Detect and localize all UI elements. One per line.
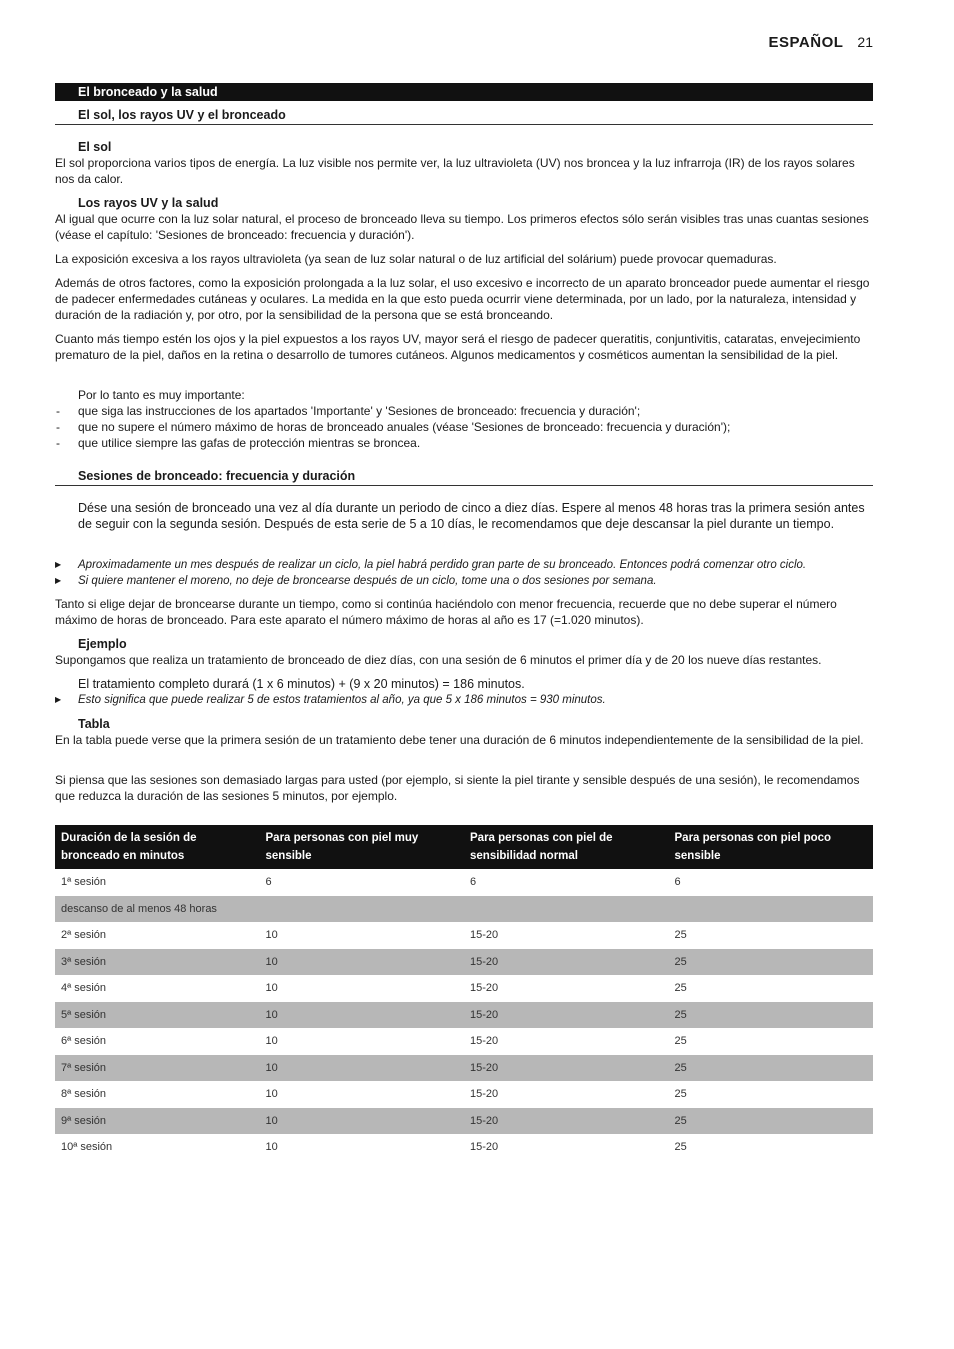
table-cell: 25 (674, 929, 687, 942)
table-cell: 7ª sesión (55, 1055, 260, 1082)
example-tip: Esto significa que puede realizar 5 de estos tratamientos al año, ya que 5 x 186 minutos = 930 minutos. (78, 694, 606, 706)
table-cell: 10 (260, 949, 465, 976)
important-list (55, 387, 873, 451)
tip-text: Si quiere mantener el moreno, no deje de broncearse después de un ciclo, tome una o dos sesiones por semana. (78, 575, 657, 587)
sun-block (55, 139, 873, 187)
table-cell: 15-20 (464, 1108, 669, 1135)
subsection-title-sun: El sol, los rayos UV y el bronceado (55, 108, 873, 125)
table-paragraph-2: Si piensa que las sesiones son demasiado largas para usted (por ejemplo, si siente la piel tirante y sensible después de una sesión), le recomendamos que reduzca la duración de las sesiones 5 minutos, por ejemplo. (55, 773, 860, 803)
example-heading: Ejemplo (78, 637, 127, 651)
table-cell: 1ª sesión (61, 876, 107, 889)
table-cell: 2ª sesión (61, 929, 107, 942)
table-cell: 10 (260, 1108, 465, 1135)
table-cell: 3ª sesión (55, 949, 260, 976)
table-cell: 15-20 (470, 1088, 499, 1101)
table-heading: Tabla (78, 717, 110, 731)
important-intro: Por lo tanto es muy importante: (78, 388, 245, 402)
table-cell: 15-20 (470, 929, 499, 942)
table-row (55, 896, 873, 923)
table-header-row (55, 825, 873, 869)
table-row (55, 949, 873, 976)
section-title: El bronceado y la salud (55, 83, 873, 101)
table-intro-block (55, 716, 873, 748)
table-cell: 15-20 (470, 1035, 499, 1048)
table-cell: 25 (674, 982, 687, 995)
table-cell: 10 (260, 1002, 465, 1029)
table-cell: 10 (265, 1141, 278, 1154)
bullet-triangle-icon: ▶ (55, 576, 62, 585)
table-cell: 25 (669, 1055, 874, 1082)
table-cell: 25 (669, 949, 874, 976)
uv-paragraph-4: Cuanto más tiempo estén los ojos y la piel expuestos a los rayos UV, mayor será el riesgo de padecer queratitis, conjuntivitis, cataratas, envejecimiento prematuro de la piel, daños en la retina o desarrollo de tumores cutáneos. Algunos medicamentos y cosméticos aumentan la sensibilidad de la piel. (55, 332, 861, 362)
table-row (55, 1108, 873, 1135)
list-item: - que utilice siempre las gafas de protección mientras se broncea. (55, 435, 873, 451)
table-row (55, 922, 873, 949)
table-cell: 15-20 (470, 982, 499, 995)
table-row (55, 1002, 873, 1029)
table-cell: 25 (669, 1002, 874, 1029)
table-cell: 10 (265, 929, 278, 942)
table-row (55, 869, 873, 896)
table-row (55, 1055, 873, 1082)
table-row (55, 1081, 873, 1108)
tip-text: Aproximadamente un mes después de realizar un ciclo, la piel habrá perdido gran parte de su bronceado. Entonces podrá comenzar otro ciclo. (78, 559, 807, 571)
table-cell: 6 (674, 876, 681, 889)
table-cell: 15-20 (464, 1055, 669, 1082)
table-paragraph-1: En la tabla puede verse que la primera sesión de un tratamiento debe tener una duración de 6 minutos independientemente de la sensibilidad de la piel. (55, 733, 864, 747)
table-cell: 5ª sesión (55, 1002, 260, 1029)
uv-paragraph-2: La exposición excesiva a los rayos ultravioleta (ya sean de luz solar natural o de luz artificial del solárium) puede provocar quemaduras. (55, 252, 777, 266)
table-cell: 6 (470, 876, 477, 889)
bullet-triangle-icon: ▶ (55, 695, 62, 704)
table-cell (260, 896, 465, 923)
page-number: 21 (857, 34, 873, 50)
table-cell: 6 (265, 876, 272, 889)
table-cell: 9ª sesión (55, 1108, 260, 1135)
example-block (55, 636, 873, 668)
table-cell: 10 (265, 1088, 278, 1101)
column-header: Para personas con piel muy sensible (260, 825, 465, 869)
sun-heading: El sol (78, 140, 112, 154)
sun-text: El sol proporciona varios tipos de energía. La luz visible nos permite ver, la luz ultravioleta (UV) nos broncea y la luz infrarroja (IR) de los rayos solares nos da calor. (55, 156, 855, 186)
uv-paragraph-1: Al igual que ocurre con la luz solar natural, el proceso de bronceado lleva su tiempo. Los primeros efectos sólo serán visibles tras unas cuantas sesiones (véase el capítulo: 'Sesiones de bronceado: frecuencia y duración'). (55, 212, 869, 242)
column-header: Para personas con piel de sensibilidad normal (464, 825, 669, 869)
table-cell (669, 896, 874, 923)
table-cell: 15-20 (470, 1141, 499, 1154)
table-cell: 10 (265, 1035, 278, 1048)
table-cell: 15-20 (464, 1002, 669, 1029)
column-header: Duración de la sesión de bronceado en minutos (55, 825, 260, 869)
tanning-sessions-table (55, 825, 873, 1161)
table-cell: 25 (674, 1088, 687, 1101)
table-row (55, 1028, 873, 1055)
table-cell (464, 896, 669, 923)
table-cell: 25 (669, 1108, 874, 1135)
uv-paragraph-3: Además de otros factores, como la exposición prolongada a la luz solar, el uso excesivo e incorrecto de un aparato bronceador puede aumentar el riesgo de padecer enfermedades cutáneas y oculares. La medida en la que esto pueda ocurrir viene determinada, por un lado, por la naturaleza, intensidad y duración de la radiación y, por otro, por la sensibilidad de la persona que se está bronceando. (55, 276, 870, 322)
table-cell: 25 (674, 1141, 687, 1154)
uv-block (55, 195, 873, 243)
table-cell: descanso de al menos 48 horas (55, 896, 260, 923)
table-cell: 25 (674, 1035, 687, 1048)
example-calculation: El tratamiento completo durará (1 x 6 minutos) + (9 x 20 minutos) = 186 minutos. (78, 677, 525, 691)
table-cell: 15-20 (464, 949, 669, 976)
table-cell: 4ª sesión (61, 982, 107, 995)
table-cell: 10 (265, 982, 278, 995)
table-row (55, 975, 873, 1002)
subsection-title-sessions: Sesiones de bronceado: frecuencia y duración (55, 469, 873, 486)
table-row (55, 1134, 873, 1161)
table-cell: 8ª sesión (61, 1088, 107, 1101)
limit-text: Tanto si elige dejar de broncearse durante un tiempo, como si continúa haciéndolo con menor frecuencia, recuerde que no debe superar el número máximo de horas de bronceado. Para este aparato el número máximo de horas al año es 17 (=1.020 minutos). (55, 597, 837, 627)
table-cell: 10 (260, 1055, 465, 1082)
language-label: ESPAÑOL (768, 34, 844, 51)
table-cell: 10ª sesión (61, 1141, 113, 1154)
list-item: - que siga las instrucciones de los apartados 'Importante' y 'Sesiones de bronceado: frecuencia y duración'; (55, 403, 873, 419)
table-cell: 6ª sesión (61, 1035, 107, 1048)
column-header: Para personas con piel poco sensible (669, 825, 874, 869)
example-text: Supongamos que realiza un tratamiento de bronceado de diez días, con una sesión de 6 minutos el primer día y de 20 los nueve días restantes. (55, 653, 822, 667)
tips-list (55, 557, 873, 589)
uv-heading: Los rayos UV y la salud (78, 196, 219, 210)
sessions-intro: Dése una sesión de bronceado una vez al día durante un periodo de cinco a diez días. Espere al menos 48 horas tras la primera sesión antes de seguir con la segunda sesión. Después de esta serie de 5 a 10 días, le recomendamos que deje descansar la piel durante un tiempo. (78, 501, 865, 531)
bullet-triangle-icon: ▶ (55, 560, 62, 569)
page-header (769, 34, 873, 51)
list-item: - que no supere el número máximo de horas de bronceado anuales (véase 'Sesiones de bronceado: frecuencia y duración'); (55, 419, 873, 435)
